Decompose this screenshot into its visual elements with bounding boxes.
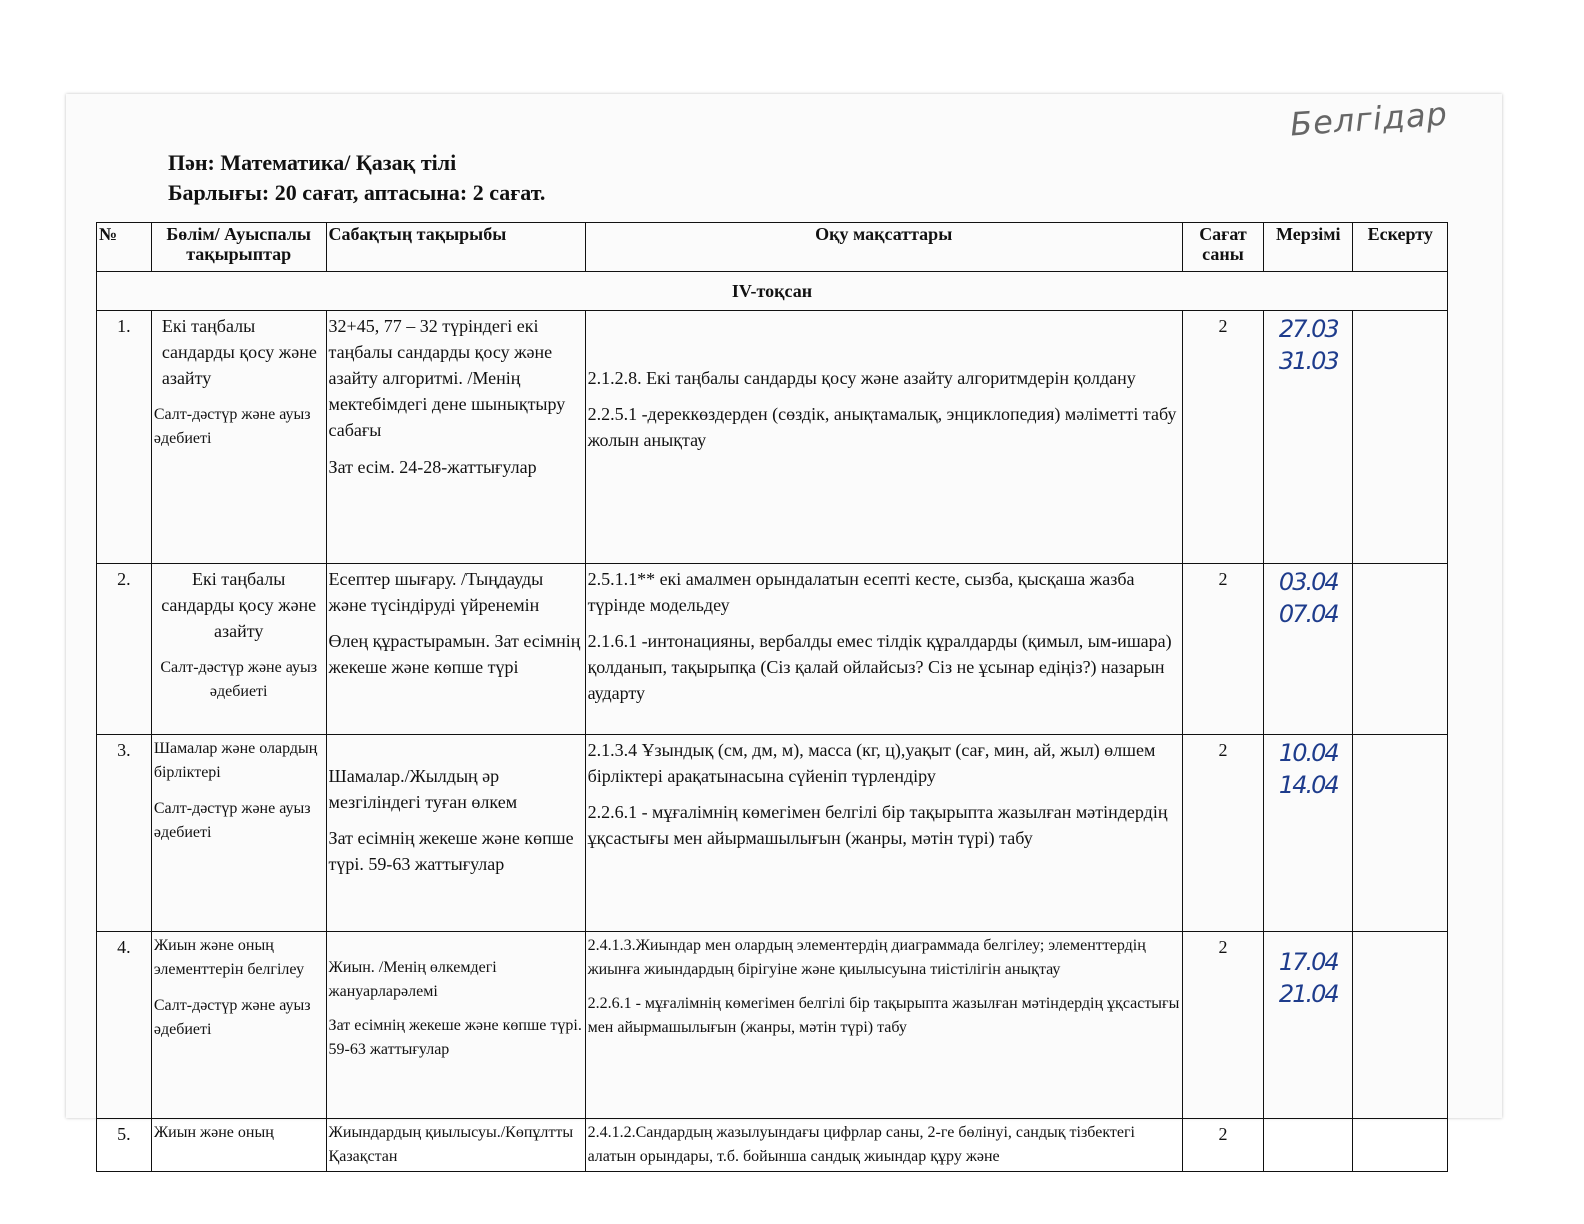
objective-text: 2.1.2.8. Екі таңбалы сандарды қосу және азайту алгоритмдерін қолдану [587, 368, 1136, 389]
row-section [151, 1119, 326, 1172]
table-row [97, 1119, 1448, 1172]
col-section: Бөлім/ Ауыспалы тақырыптар [151, 223, 326, 272]
row-objectives [585, 564, 1182, 735]
section-title: Жиын және оның [153, 1124, 274, 1142]
row-objectives [585, 735, 1182, 932]
objective-text: 2.1.3.4 Ұзындық (см, дм, м), масса (кг, ц),уақыт (сағ, мин, ай, жыл) өлшем бірліктері арақатынасына сүйеніп түрлендіру [587, 740, 1156, 787]
table-row [97, 735, 1448, 932]
topic-text: 32+45, 77 – 32 түріндегі екі таңбалы сандарды қосу және азайту алгоритмі. /Менің мектебімдегі дене шынықтыру сабағы [328, 316, 566, 441]
row-num: 3. [97, 735, 152, 932]
row-topic [326, 311, 585, 564]
row-date [1264, 735, 1353, 932]
row-objectives [585, 1119, 1182, 1172]
row-topic [326, 735, 585, 932]
row-hours: 2 [1182, 932, 1263, 1119]
objective-text-2: 2.2.5.1 -дереккөздерден (сөздік, анықтамалық, энциклопедия) мәліметті табу жолын анықтау [587, 404, 1177, 451]
topic-text: Жиындардың қиылысуы./Көпұлтты Қазақстан [328, 1124, 574, 1166]
date-start: 17.04 [1278, 948, 1338, 977]
row-section [151, 932, 326, 1119]
row-note [1353, 311, 1448, 564]
objective-text-2: 2.2.6.1 - мұғалімнің көмегімен белгілі бір тақырыпта жазылған мәтіндердің ұқсастығы мен айырмашылығын (жанры, мәтін түрі) табу [587, 802, 1168, 849]
section-theme: Салт-дәстүр және ауыз әдебиеті [160, 659, 318, 700]
section-theme: Салт-дәстүр және ауыз әдебиеті [153, 997, 311, 1039]
objective-text: 2.5.1.1** екі амалмен орындалатын есепті кесте, сызба, қысқаша жазба түрінде модельдеу [587, 569, 1135, 616]
row-topic [326, 932, 585, 1119]
table-row [97, 311, 1448, 564]
quarter-label: IV-тоқсан [97, 272, 1448, 311]
row-section [151, 311, 326, 564]
section-title: Жиын және оның элементтерін белгілеу [153, 937, 305, 979]
objective-text-2: 2.1.6.1 -интонацияны, вербалды емес тілдік құралдарды (қимыл, ым-ишара) қолданып, тақырыпқа (Сіз қалай ойлайсыз? Сіз не ұсынар едіңіз?) назарын аударту [587, 631, 1172, 704]
row-note [1353, 735, 1448, 932]
date-start: 03.04 [1278, 568, 1338, 597]
date-end: 14.04 [1278, 771, 1338, 800]
row-note [1353, 1119, 1448, 1172]
row-section [151, 735, 326, 932]
topic-text-2: Зат есімнің жекеше және көпше түрі. 59-63 жаттығулар [328, 1017, 582, 1059]
objective-text-2: 2.2.6.1 - мұғалімнің көмегімен белгілі бір тақырыпта жазылған мәтіндердің ұқсастығы мен айырмашылығын (жанры, мәтін түрі) табу [587, 995, 1180, 1037]
row-num: 4. [97, 932, 152, 1119]
hours-total-line: Барлығы: 20 сағат, аптасына: 2 сағат. [168, 180, 546, 205]
col-note: Ескерту [1353, 223, 1448, 272]
date-end: 07.04 [1278, 600, 1338, 629]
table-row [97, 932, 1448, 1119]
date-start: 10.04 [1278, 739, 1338, 768]
row-num: 1. [97, 311, 152, 564]
row-hours: 2 [1182, 1119, 1263, 1172]
subject-line: Пән: Математика/ Қазақ тілі [168, 150, 457, 175]
row-date [1264, 1119, 1353, 1172]
lesson-plan-table [96, 222, 1448, 1172]
section-title: Шамалар және олардың бірліктері [153, 740, 318, 782]
topic-text-2: Өлең құрастырамын. Зат есімнің жекеше және көпше түрі [328, 631, 581, 678]
row-topic [326, 1119, 585, 1172]
topic-text: Есептер шығару. /Тыңдауды және түсіндіруді үйренемін [328, 569, 544, 616]
topic-text: Жиын. /Менің өлкемдегі жануарларәлемі [328, 959, 497, 1001]
col-date: Мерзімі [1264, 223, 1353, 272]
section-theme: Салт-дәстүр және ауыз әдебиеті [153, 406, 311, 447]
section-theme: Салт-дәстүр және ауыз әдебиеті [153, 800, 311, 842]
col-hours: Сағат саны [1182, 223, 1263, 272]
row-hours: 2 [1182, 564, 1263, 735]
col-topic: Сабақтың тақырыбы [326, 223, 585, 272]
topic-text-2: Зат есімнің жекеше және көпше түрі. 59-63 жаттығулар [328, 828, 574, 875]
objective-text: 2.4.1.2.Сандардың жазылуындағы цифрлар саны, 2-ге бөлінуі, сандық тізбектегі алатын орындары, т.б. бойынша сандық жиындар құру және [587, 1124, 1135, 1166]
date-end: 31.03 [1278, 347, 1338, 376]
topic-text-2: Зат есім. 24-28-жаттығулар [328, 456, 537, 477]
table-header-row [97, 223, 1448, 272]
row-objectives [585, 311, 1182, 564]
col-objectives: Оқу мақсаттары [585, 223, 1182, 272]
topic-text: Шамалар./Жылдың әр мезгіліндегі туған өлкем [328, 766, 518, 813]
row-num: 5. [97, 1119, 152, 1172]
handwritten-corner-note: Белгідар [1288, 94, 1449, 144]
row-date [1264, 564, 1353, 735]
col-num: № [97, 223, 152, 272]
row-hours: 2 [1182, 311, 1263, 564]
row-num: 2. [97, 564, 152, 735]
row-note [1353, 932, 1448, 1119]
section-title: Екі таңбалы сандарды қосу және азайту [161, 569, 317, 642]
date-end: 21.04 [1278, 980, 1338, 1009]
row-date [1264, 311, 1353, 564]
row-topic [326, 564, 585, 735]
quarter-row [97, 272, 1448, 311]
row-section [151, 564, 326, 735]
row-hours: 2 [1182, 735, 1263, 932]
row-objectives [585, 932, 1182, 1119]
objective-text: 2.4.1.3.Жиындар мен олардың элементердің диаграммада белгілеу; элементтердің жиынға жиындардың бірігуіне және қиылысуына тиістілігін анықтау [587, 937, 1146, 979]
row-date [1264, 932, 1353, 1119]
table-row [97, 564, 1448, 735]
date-start: 27.03 [1278, 315, 1338, 344]
section-title: Екі таңбалы сандарды қосу және азайту [161, 316, 317, 389]
row-note [1353, 564, 1448, 735]
